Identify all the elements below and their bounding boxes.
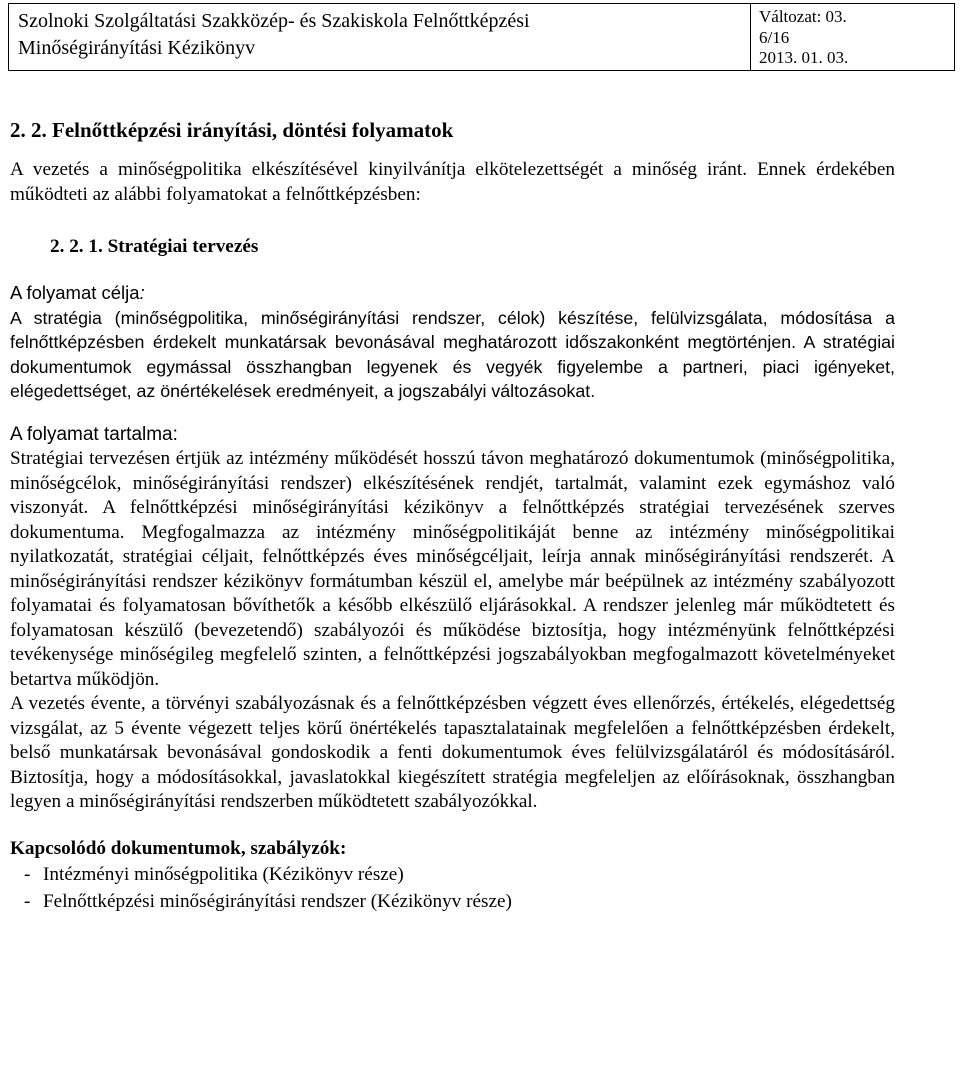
header-date: 2013. 01. 03. — [759, 48, 849, 67]
goal-paragraph: A stratégia (minőségpolitika, minőségirányítási rendszer, célok) készítése, felülvizsgálata, módosítása a felnőttképzésben érdekelt munkatársak bevonásával meghatározott időszakonként megtörténjen. A stratégiai dokumentumok egymással összhangban legyenek és vegyék figyelembe a partneri, piaci igényeket, elégedettséget, az önértékelések eredményeit, a jogszabályi változásokat. — [10, 307, 895, 401]
header-title-cell — [9, 4, 751, 70]
list-item — [10, 861, 895, 888]
header-page-number: 6/16 — [759, 27, 790, 47]
header-version: Változat: 03. — [759, 7, 847, 26]
section-intro: A vezetés a minőségpolitika elkészítésével kinyilvánítja elkötelezettségét a minőség iránt. Ennek érdekében működteti az alábbi folyamatokat a felnőttképzésben: — [10, 159, 895, 205]
section-heading: 2. 2. Felnőttképzési irányítási, döntési folyamatok — [10, 118, 454, 142]
related-docs-list — [10, 861, 895, 915]
list-dash: - — [24, 864, 31, 885]
list-dash: - — [24, 891, 31, 912]
list-item-text: Felnőttképzési minőségirányítási rendszer (Kézikönyv része) — [43, 891, 512, 912]
document-body — [10, 116, 895, 915]
header-manual-title: Minőségirányítási Kézikönyv — [18, 37, 256, 59]
goal-label-colon: : — [139, 282, 145, 303]
goal-label-line — [10, 281, 895, 306]
header-meta-cell — [751, 4, 954, 70]
document-header — [8, 3, 955, 71]
subsection-heading: 2. 2. 1. Stratégiai tervezés — [50, 236, 259, 257]
content-paragraph: Stratégiai tervezésen értjük az intézmény működését hosszú távon meghatározó dokumentumok (minőségpolitika, minőségcélok, minőségirányítási rendszer) elkészítésének rendjét, tartalmát, valamint ezek egymáshoz való viszonyát. A felnőttképzési minőségirányítási kézikönyv a felnőttképzés stratégiai tervezésének szerves dokumentuma. Megfogalmazza az intézmény minőségpolitikáját benne az intézmény minőségpolitikai nyilatkozatát, stratégiai céljait, felnőttképzés éves minőségcéljait, leírja annak minőségirányítási rendszerét. A minőségirányítási rendszer kézikönyv formátumban készül el, amelybe már beépülnek az intézmény szabályozott folyamatai és folyamatosan bővíthetők a később elkészülő eljárásokkal. A rendszer jelenleg már működtetett és folyamatosan készülő (bevezetendő) szabályozói és működése biztosítja, hogy intézményünk felnőttképzési tevékenysége minőségileg megfelelő szinten, a felnőttképzési jogszabályokban megfogalmazott követelményeket betartva működjön. — [10, 448, 895, 690]
goal-label: A folyamat célja — [10, 282, 140, 303]
list-item-text: Intézményi minőségpolitika (Kézikönyv része) — [43, 864, 404, 885]
header-institution: Szolnoki Szolgáltatási Szakközép- és Szakiskola Felnőttképzési — [18, 10, 530, 32]
list-item — [10, 888, 895, 915]
related-docs-label: Kapcsolódó dokumentumok, szabályzók: — [10, 837, 347, 859]
content-label: A folyamat tartalma: — [10, 423, 178, 445]
content-paragraph-2: A vezetés évente, a törvényi szabályozásnak és a felnőttképzésben végzett éves ellenőrzés, értékelés, elégedettség vizsgálat, az 5 évente végezett teljes körű önértékelés tapasztalatainak megfelelően a felnőttképzésben érdekelt, belső munkatársak bevonásával gondoskodik a fenti dokumentumok éves felülvizsgálatáról és módosításáról. Biztosítja, hogy a módosításokkal, javaslatokkal kiegészített stratégia megfeleljen az előírásoknak, összhangban legyen a minőségirányítási rendszerben működtetett szabályozókkal. — [10, 693, 895, 812]
